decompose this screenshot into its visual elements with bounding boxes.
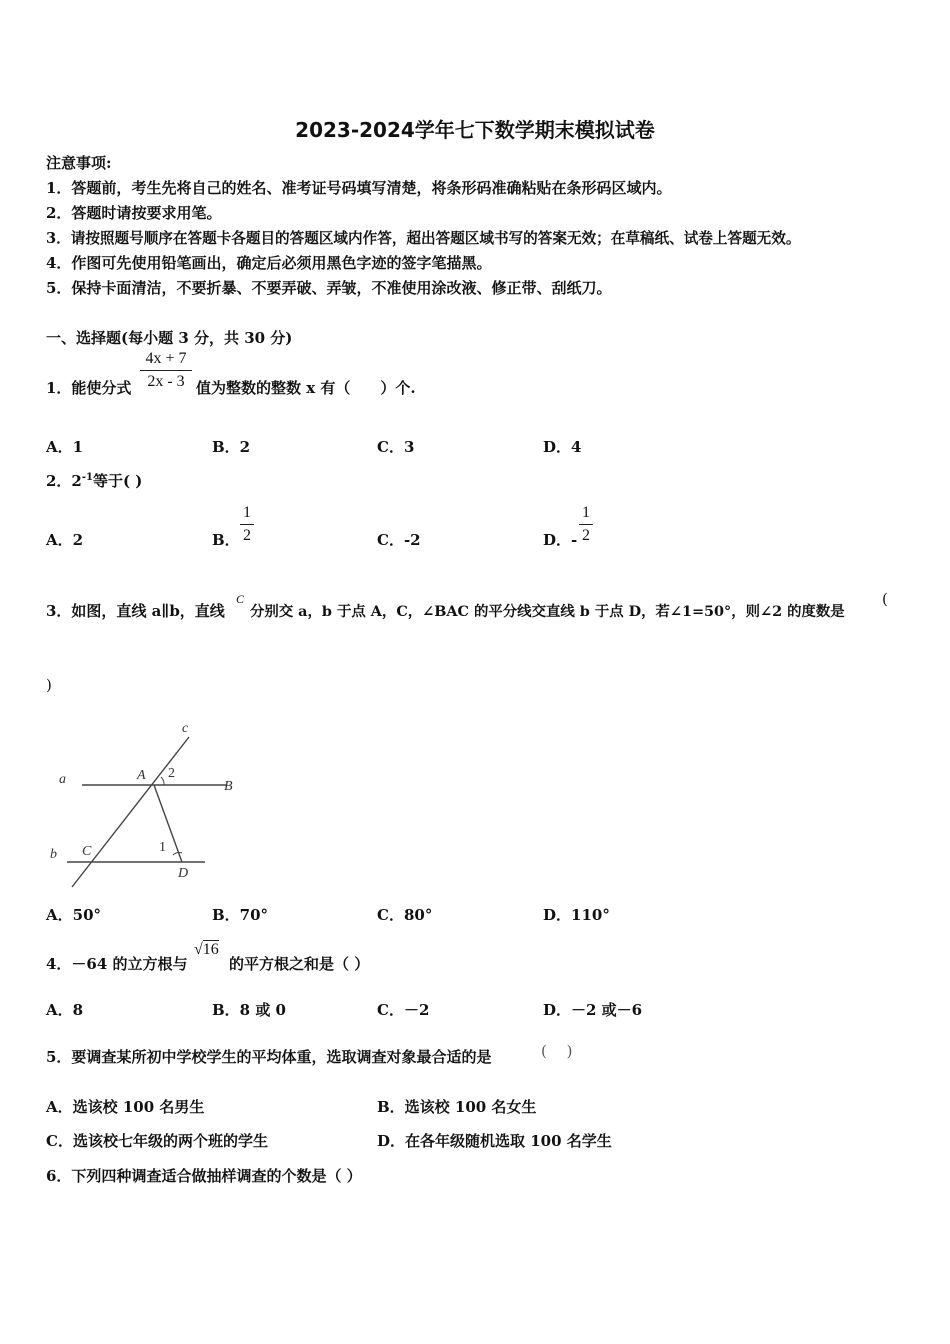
- q2-prefix: 2．2: [46, 472, 82, 490]
- q5-text: 5．要调查某所初中学校学生的平均体重，选取调查对象最合适的是: [46, 1048, 492, 1066]
- q1-prefix: 1．能使分式: [46, 379, 132, 397]
- q2-option-b: B．: [212, 531, 240, 549]
- q3-line-c: C: [236, 592, 245, 606]
- q3-text: 3．如图，直线 a∥b，直线: [46, 602, 225, 620]
- q1-option-c: C．3: [377, 438, 415, 456]
- label-a: a: [59, 772, 66, 787]
- notice-heading: 注意事项:: [46, 154, 112, 172]
- notice-item: 1．答题前，考生先将自己的姓名、准考证号码填写清楚，将条形码准确粘贴在条形码区域内。: [46, 179, 672, 197]
- q3-figure: [42, 715, 252, 895]
- notice-item: 4．作图可先使用铅笔画出，确定后必须用黑色字迹的签字笔描黑。: [46, 254, 492, 272]
- q2-d-num: 1: [582, 504, 590, 521]
- q2-d-den: 2: [582, 527, 590, 544]
- q2-option-a: A．2: [46, 531, 84, 549]
- label-B: B: [224, 779, 233, 794]
- q5-paren: ( ): [541, 1042, 573, 1060]
- q1-suffix: 值为整数的整数 x 有（ ）个.: [196, 379, 416, 397]
- q5-option-b: B．选该校 100 名女生: [377, 1098, 537, 1116]
- q2-b-num: 1: [243, 504, 251, 521]
- page-title: 2023-2024学年七下数学期末模拟试卷: [295, 118, 655, 142]
- q2-b-den: 2: [243, 527, 251, 544]
- q4-option-b: B．8 或 0: [212, 1001, 286, 1019]
- q4-radicand: 16: [202, 941, 219, 958]
- line-c: [72, 737, 189, 887]
- q3-option-b: B．70°: [212, 906, 269, 924]
- q5-option-a: A．选该校 100 名男生: [46, 1098, 205, 1116]
- q1-frac-numerator: 4x + 7: [145, 350, 187, 367]
- q2-option-d-fraction: [579, 504, 593, 545]
- q5-option-c: C．选该校七年级的两个班的学生: [46, 1132, 268, 1150]
- q2-option-c: C．-2: [377, 531, 421, 549]
- q1-option-a: A．1: [46, 438, 84, 456]
- q2-suffix: 等于( ): [92, 472, 143, 490]
- notice-item: 3．请按照题号顺序在答题卡各题目的答题区域内作答，超出答题区域书写的答案无效；在草稿纸、试卷上答题无效。: [46, 230, 801, 247]
- section-heading: 一、选择题(每小题 3 分，共 30 分): [46, 329, 293, 347]
- label-A: A: [137, 768, 146, 783]
- q2-option-b-fraction: [240, 504, 254, 545]
- notice-item: 5．保持卡面清洁，不要折暴、不要弄破、弄皱，不准使用涂改液、修正带、刮纸刀。: [46, 279, 612, 297]
- q1-option-d: D．4: [543, 438, 582, 456]
- label-1: 1: [159, 840, 166, 855]
- q3-paren-open: (: [882, 590, 888, 608]
- q4-option-c: C．－2: [377, 1001, 430, 1019]
- angle-2-arc: [161, 777, 164, 785]
- label-2: 2: [168, 766, 175, 781]
- q3-option-a: A．50°: [46, 906, 102, 924]
- q4-prefix: 4．－64 的立方根与: [46, 955, 188, 973]
- q5-option-d: D．在各年级随机选取 100 名学生: [377, 1132, 612, 1150]
- q3-text2: 分别交 a，b 于点 A，C，∠BAC 的平分线交直线 b 于点 D，若∠1=50°，则∠2 的度数是: [250, 603, 845, 620]
- q2-question: [46, 470, 142, 491]
- notice-item: 2．答题时请按要求用笔。: [46, 204, 222, 222]
- q2-exponent: -1: [81, 472, 93, 483]
- q1-fraction: [140, 350, 192, 391]
- q4-suffix: 的平方根之和是（ ）: [229, 955, 370, 973]
- q1-option-b: B．2: [212, 438, 251, 456]
- angle-1-arc: [173, 853, 182, 855]
- q4-option-d: D．－2 或－6: [543, 1001, 643, 1019]
- q4-option-a: A．8: [46, 1001, 84, 1019]
- label-b: b: [50, 847, 57, 862]
- q4-sqrt: [194, 941, 219, 959]
- q1-frac-denominator: 2x - 3: [147, 373, 185, 390]
- q2-option-d: D．-: [543, 531, 578, 549]
- q3-paren-close: ): [46, 676, 52, 694]
- label-D: D: [178, 866, 189, 881]
- q6-text: 6．下列四种调查适合做抽样调查的个数是（ ）: [46, 1167, 362, 1185]
- sqrt-icon: √: [194, 941, 203, 958]
- q3-option-c: C．80°: [377, 906, 433, 924]
- label-c: c: [182, 721, 189, 736]
- label-C: C: [82, 844, 92, 859]
- q3-option-d: D．110°: [543, 906, 610, 924]
